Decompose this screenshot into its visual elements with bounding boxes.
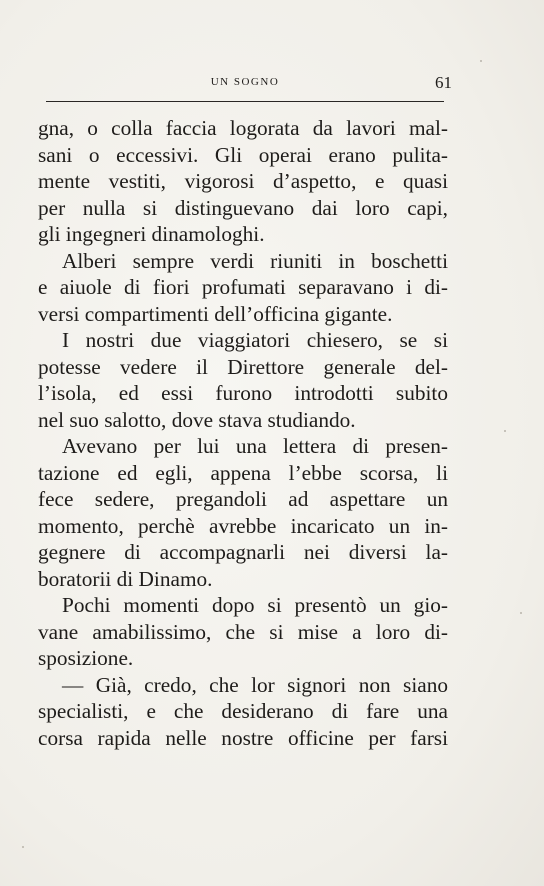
- page-header: [40, 73, 452, 96]
- text-line: corsa rapida nelle nostre officine per farsi: [38, 725, 448, 750]
- paragraph: [38, 592, 448, 672]
- text-line: I nostri due viaggiatori chiesero, se si: [62, 328, 448, 352]
- body-text: [38, 115, 448, 751]
- text-line: momento, perchè avrebbe incaricato un in-: [38, 513, 448, 538]
- text-line: Alberi sempre verdi riuniti in boschetti: [62, 248, 448, 273]
- text-line: Avevano per lui una lettera di presen-: [62, 434, 448, 458]
- paragraph: [38, 248, 448, 328]
- paper-speck: [480, 60, 482, 62]
- text-line: per nulla si distinguevano dai loro capi,: [38, 195, 448, 220]
- running-title: UN SOGNO: [210, 76, 280, 88]
- paragraph: [38, 115, 448, 248]
- text-line: gli ingegneri dinamologhi.: [38, 222, 265, 246]
- paper-speck: [22, 846, 24, 848]
- text-line: mente vestiti, vigorosi d’aspetto, e quasi: [38, 169, 448, 193]
- text-line: vane amabilissimo, che si mise a loro di-: [38, 619, 448, 644]
- text-line: sani o eccessivi. Gli operai erano pulita-: [38, 142, 448, 167]
- text-line: fece sedere, pregandoli ad aspettare un: [38, 487, 448, 511]
- text-line: l’isola, ed essi furono introdotti subito: [38, 381, 448, 405]
- text-line: specialisti, e che desiderano di fare una: [38, 699, 448, 723]
- paragraph: [38, 672, 448, 752]
- text-line: potesse vedere il Direttore generale del-: [38, 354, 448, 379]
- paragraph: [38, 433, 448, 592]
- text-line: gna, o colla faccia logorata da lavori mal-: [38, 116, 448, 140]
- text-line: gegnere di accompagnarli nei diversi la-: [38, 540, 448, 564]
- text-line: nel suo salotto, dove stava studiando.: [38, 407, 356, 432]
- paragraph: [38, 327, 448, 433]
- text-line: boratorii di Dinamo.: [38, 566, 213, 591]
- paper-speck: [520, 612, 522, 614]
- text-line: Pochi momenti dopo si presentò un gio-: [62, 593, 448, 617]
- text-line: e aiuole di fiori profumati separavano i di-: [38, 275, 448, 299]
- paper-speck: [504, 430, 506, 432]
- page-number: 61: [435, 73, 452, 92]
- text-line: versi compartimenti dell’officina gigante.: [38, 301, 393, 326]
- text-line: sposizione.: [38, 646, 134, 670]
- text-line: — Già, credo, che lor signori non siano: [62, 672, 448, 697]
- header-rule: [46, 101, 444, 102]
- text-line: tazione ed egli, appena l’ebbe scorsa, li: [38, 460, 448, 485]
